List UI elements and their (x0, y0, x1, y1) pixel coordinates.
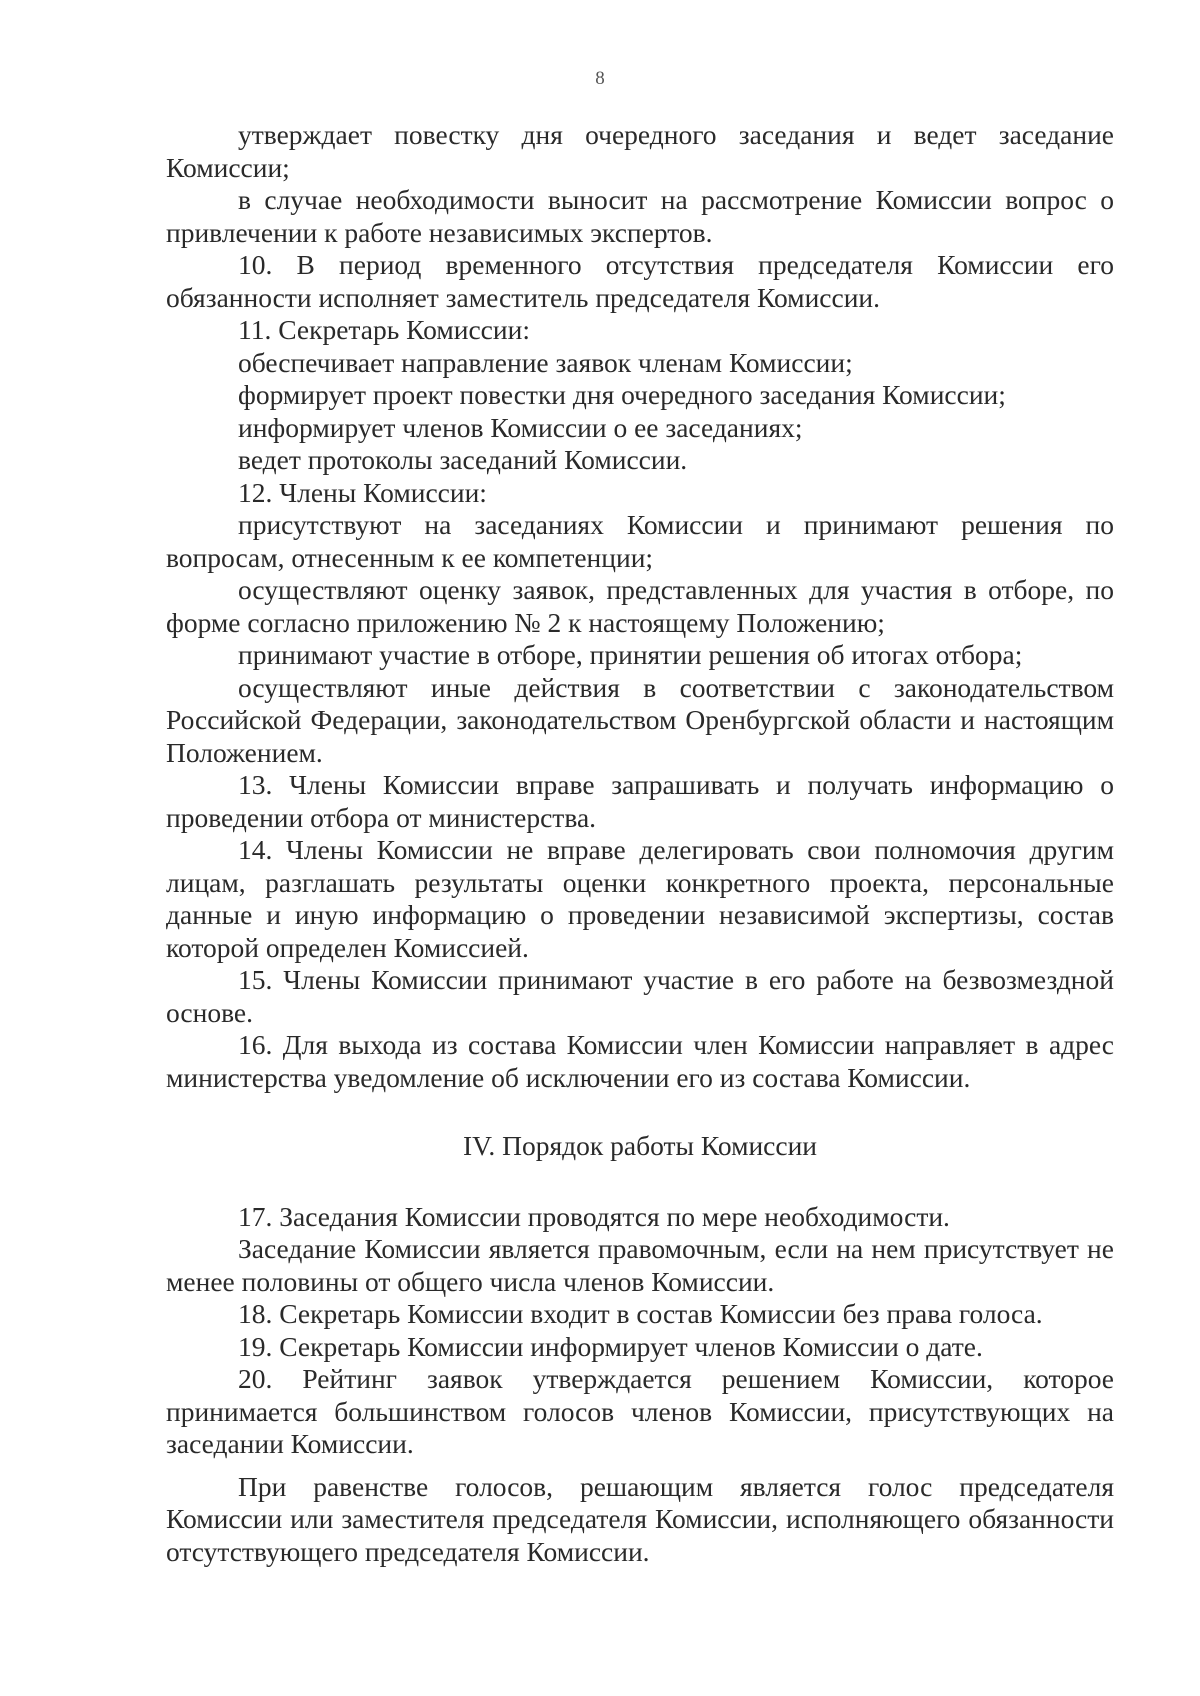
paragraph: ведет протоколы заседаний Комиссии. (238, 444, 688, 475)
paragraph: утверждает повестку дня очередного заседания и ведет заседание Комиссии; (166, 119, 1114, 183)
paragraph: 20. Рейтинг заявок утверждается решением Комиссии, которое принимается большинством голосов членов Комиссии, присутствующих на заседании Комиссии. (166, 1363, 1114, 1459)
document-body (166, 119, 1114, 1568)
paragraph: 16. Для выхода из состава Комиссии член Комиссии направляет в адрес министерства уведомление об исключении его из состава Комиссии. (166, 1029, 1114, 1093)
paragraph: 12. Члены Комиссии: (238, 476, 487, 508)
paragraph: принимают участие в отборе, принятии решения об итогах отбора; (238, 639, 1023, 670)
paragraph: При равенстве голосов, решающим является голос председателя Комиссии или заместителя председателя Комиссии, исполняющего обязанности отсутствующего председателя Комиссии. (166, 1470, 1114, 1567)
paragraph: осуществляют иные действия в соответствии с законодательством Российской Федерации, законодательством Оренбургской области и настоящим Положением. (166, 671, 1114, 768)
paragraph: присутствуют на заседаниях Комиссии и принимают решения по вопросам, отнесенным к ее компетенции; (166, 509, 1114, 573)
page-number: 8 (595, 68, 605, 89)
paragraph: 10. В период временного отсутствия председателя Комиссии его обязанности исполняет заместитель председателя Комиссии. (166, 249, 1114, 313)
paragraph: 13. Члены Комиссии вправе запрашивать и получать информацию о проведении отбора от министерства. (166, 769, 1114, 833)
paragraph: информирует членов Комиссии о ее заседаниях; (238, 411, 803, 443)
paragraph: 15. Члены Комиссии принимают участие в его работе на безвозмездной основе. (166, 964, 1114, 1028)
paragraph: формирует проект повестки дня очередного заседания Комиссии; (238, 379, 1006, 410)
section-heading: IV. Порядок работы Комиссии (462, 1130, 818, 1161)
paragraph: 17. Заседания Комиссии проводятся по мере необходимости. (238, 1200, 950, 1232)
paragraph: 19. Секретарь Комиссии информирует членов Комиссии о дате. (238, 1330, 983, 1362)
paragraph: 14. Члены Комиссии не вправе делегировать свои полномочия другим лицам, разглашать результаты оценки конкретного проекта, персональные данные и иную информацию о проведении независимой экспертизы, состав которой определен Комиссией. (166, 834, 1114, 963)
paragraph: 18. Секретарь Комиссии входит в состав Комиссии без права голоса. (238, 1298, 1043, 1329)
paragraph: обеспечивает направление заявок членам Комиссии; (238, 346, 853, 378)
paragraph: осуществляют оценку заявок, представленных для участия в отборе, по форме согласно приложению № 2 к настоящему Положению; (166, 574, 1114, 638)
paragraph: 11. Секретарь Комиссии: (238, 314, 530, 345)
paragraph: Заседание Комиссии является правомочным, если на нем присутствует не менее половины от общего числа членов Комиссии. (166, 1233, 1114, 1297)
paragraph: в случае необходимости выносит на рассмотрение Комиссии вопрос о привлечении к работе независимых экспертов. (166, 184, 1114, 248)
